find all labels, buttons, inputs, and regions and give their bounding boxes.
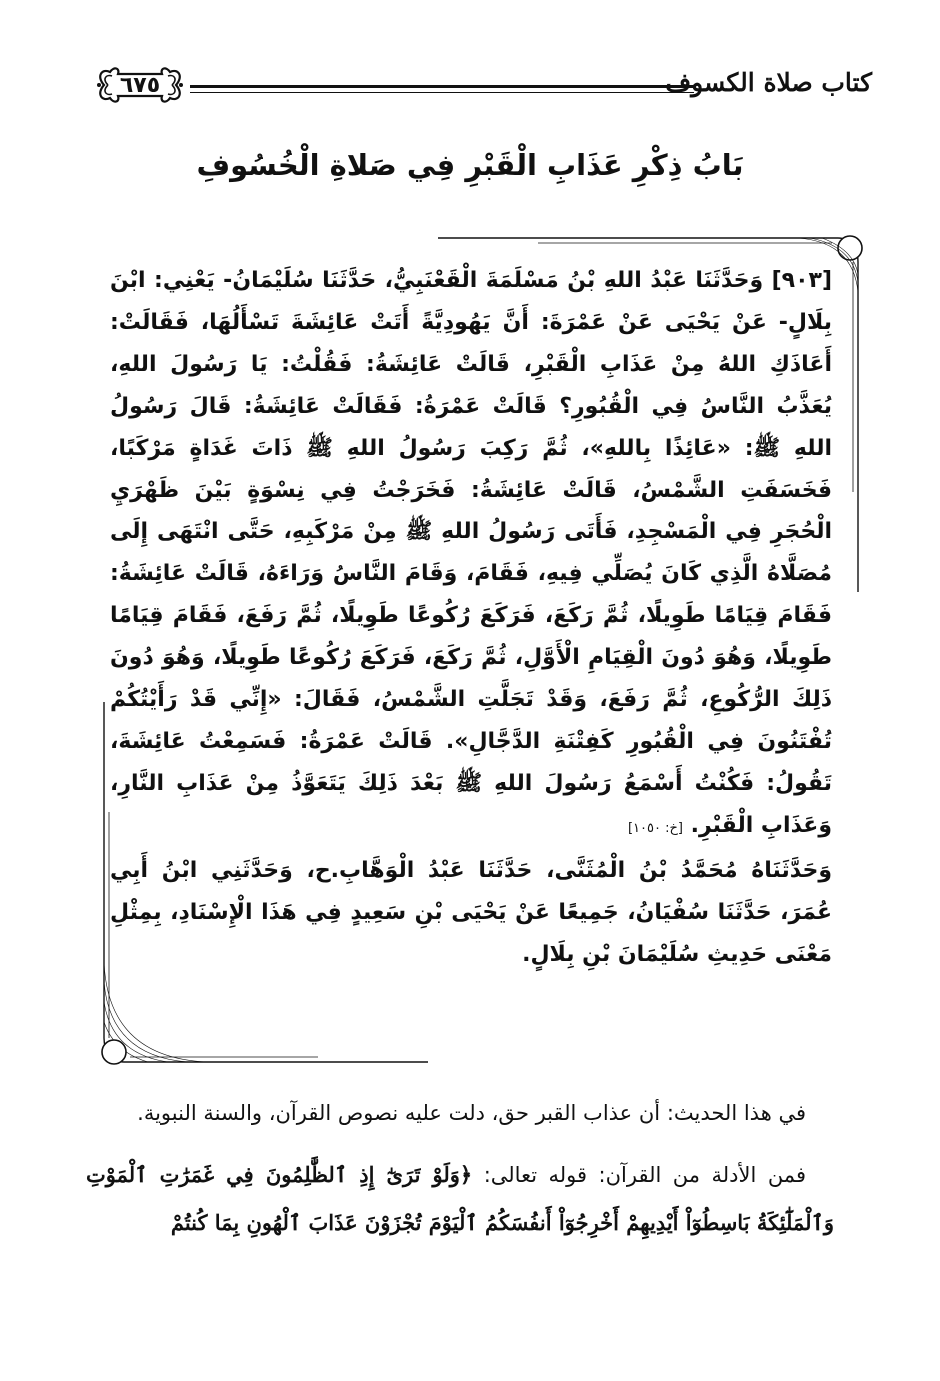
hadith-paragraph-2: وَحَدَّثَنَاهُ مُحَمَّدُ بْنُ الْمُثَنَّى، حَدَّثَنَا عَبْدُ الْوَهَّابِ.ح، وَحَدَّثَنِي ابْنُ أَبِي عُمَرَ، حَدَّثَنَا سُفْيَانُ، جَمِيعًا عَنْ يَحْيَى بْنِ سَعِيدٍ فِي هَذَا الْإِسْنَادِ، بِمِثْلِ مَعْنَى حَدِيثِ سُلَيْمَانَ بْنِ بِلَالٍ. (110, 857, 832, 967)
header-rule (190, 85, 694, 88)
hadith-body: [٩٠٣] وَحَدَّثَنَا عَبْدُ اللهِ بْنُ مَسْلَمَةَ الْقَعْنَبِيُّ، حَدَّثَنَا سُلَيْمَانُ- يَعْنِي: ابْنَ بِلَالٍ- عَنْ يَحْيَى عَنْ عَمْرَةَ: أَنَّ يَهُودِيَّةً أَتَتْ عَائِشَةَ تَسْأَلُهَا، فَقَالَتْ: أَعَاذَكِ اللهُ مِنْ عَذَابِ الْقَبْرِ، قَالَتْ عَائِشَةُ: فَقُلْتُ: يَا رَسُولَ اللهِ، يُعَذَّبُ النَّاسُ فِي الْقُبُورِ؟ قَالَتْ عَمْرَةُ: فَقَالَتْ عَائِشَةُ: قَالَ رَسُولُ اللهِ ﷺ: «عَائِذًا بِاللهِ»، ثُمَّ رَكِبَ رَسُولُ اللهِ ﷺ ذَاتَ غَدَاةٍ مَرْكَبًا، فَخَسَفَتِ الشَّمْسُ، قَالَتْ عَائِشَةُ: فَخَرَجْتُ فِي نِسْوَةٍ بَيْنَ ظَهْرَيِ الْحُجَرِ فِي الْمَسْجِدِ، فَأَتَى رَسُولُ اللهِ ﷺ مِنْ مَرْكَبِهِ، حَتَّى انْتَهَى إِلَى مُصَلَّاهُ الَّذِي كَانَ يُصَلِّي فِيهِ، فَقَامَ، وَقَامَ النَّاسُ وَرَاءَهُ، قَالَتْ عَائِشَةُ: فَقَامَ قِيَامًا طَوِيلًا، ثُمَّ رَكَعَ، فَرَكَعَ رُكُوعًا طَوِيلًا، ثُمَّ رَفَعَ، فَقَامَ قِيَامًا طَوِيلًا، وَهُوَ دُونَ الْقِيَامِ الْأَوَّلِ، ثُمَّ رَكَعَ، فَرَكَعَ رُكُوعًا طَوِيلًا، وَهُوَ دُونَ ذَلِكَ الرُّكُوعِ، ثُمَّ رَفَعَ، وَقَدْ تَجَلَّتِ الشَّمْسُ، فَقَالَ: «إِنِّي قَدْ رَأَيْتُكُمْ تُفْتَنُونَ فِي الْقُبُورِ كَفِتْنَةِ الدَّجَّالِ». قَالَتْ عَمْرَةُ: فَسَمِعْتُ عَائِشَةَ، تَقُولُ: فَكُنْتُ أَسْمَعُ رَسُولَ اللهِ ﷺ بَعْدَ ذَلِكَ يَتَعَوَّذُ مِنْ عَذَابِ النَّارِ، وَعَذَابِ الْقَبْرِ. (110, 268, 832, 838)
commentary (86, 1090, 834, 1261)
commentary-paragraph-2 (86, 1151, 834, 1247)
page-number-ornament (92, 64, 188, 106)
commentary-paragraph-1: في هذا الحديث: أن عذاب القبر حق، دلت عليه نصوص القرآن، والسنة النبوية. (137, 1101, 806, 1125)
chapter-title: بَابُ ذِكْرِ عَذَابِ الْقَبْرِ فِي صَلاةِ الْخُسُوفِ (196, 148, 744, 182)
quran-verse: ﴿وَلَوْ تَرَىٰٓ إِذِ ٱلظَّٰلِمُونَ فِي غَمَرَٰتِ ٱلْمَوْتِ وَٱلْمَلَٰٓئِكَةُ بَاسِطُوٓاْ أَيْدِيهِمْ أَخْرِجُوٓاْ أَنفُسَكُمُ ٱلْيَوْمَ تُجْزَوْنَ عَذَابَ ٱلْهُونِ بِمَا كُنتُمْ (86, 1162, 834, 1235)
hadith-paragraph (110, 260, 832, 850)
commentary-intro: فمن الأدلة من القرآن: قوله تعالى: (472, 1163, 806, 1187)
page-number: ٦٧٥ (119, 72, 161, 98)
header-rule-thin (190, 92, 694, 93)
bukhari-reference: [خ: ١٠٥٠] (627, 820, 683, 836)
running-title: كتاب صلاة الكسوف (665, 68, 872, 97)
hadith-text (110, 260, 832, 975)
page-header (92, 58, 872, 108)
